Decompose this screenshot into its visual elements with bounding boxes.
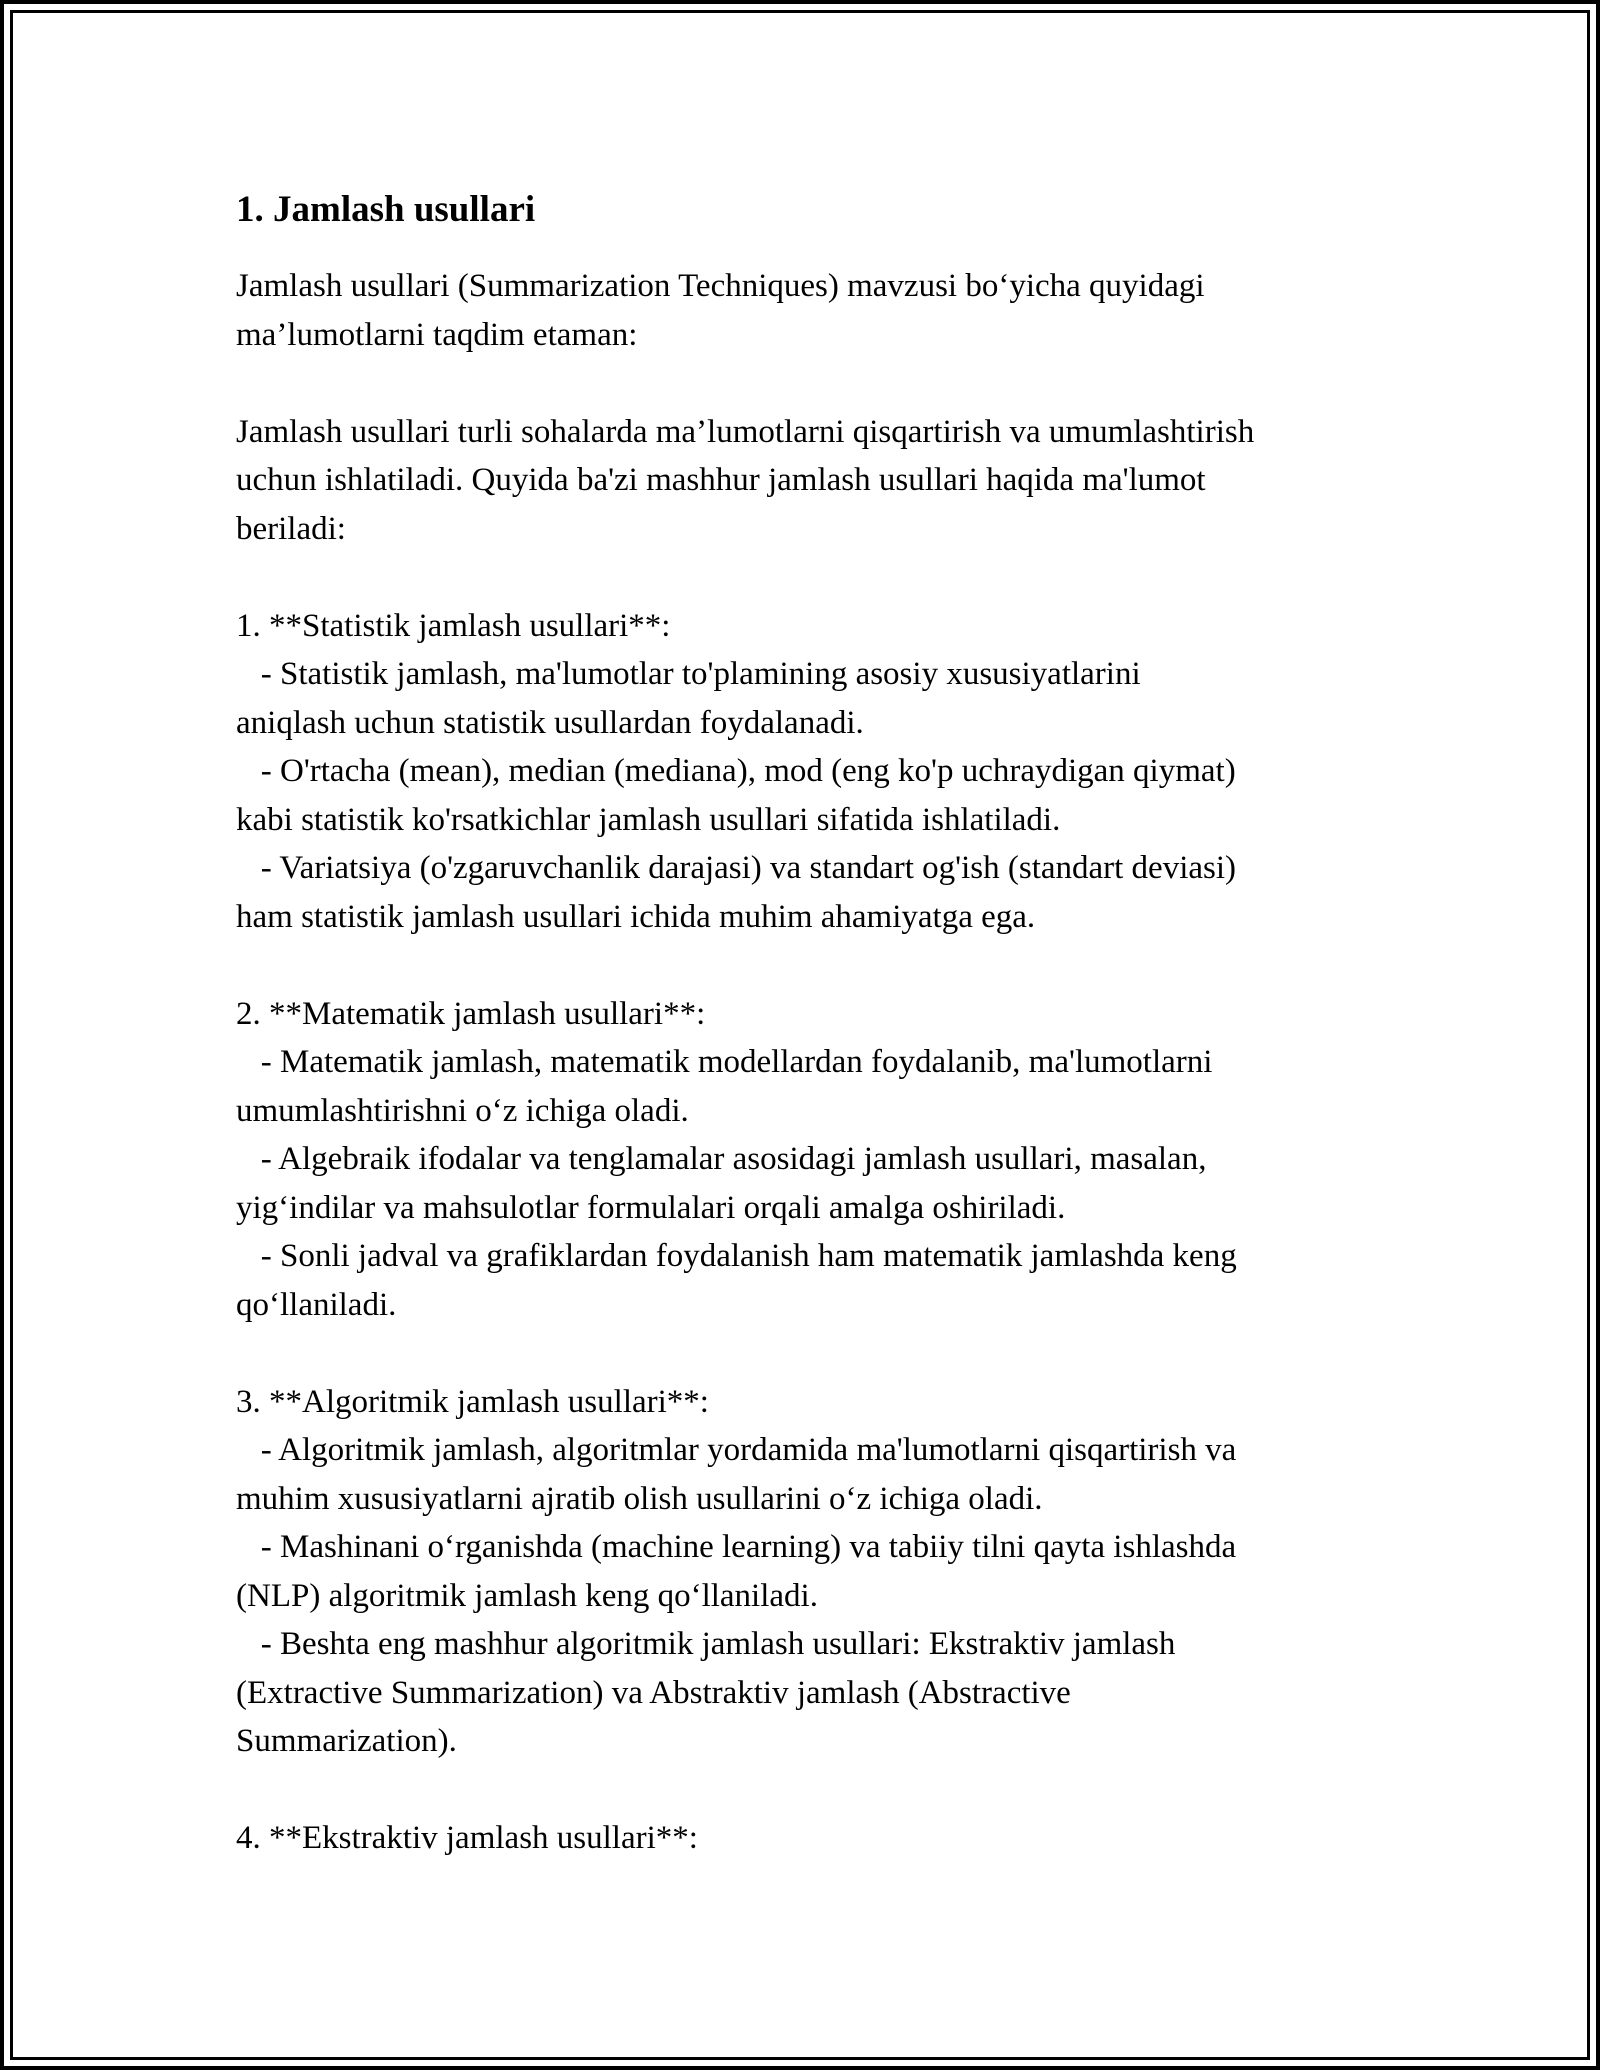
paragraph-spacer — [236, 1329, 1376, 1378]
paragraph-spacer — [236, 359, 1376, 408]
document-body — [236, 186, 1376, 1863]
section-algorithmic: 3. **Algoritmik jamlash usullari**: - Algoritmik jamlash, algoritmlar yordamida ma'lumotlarni qisqartirish va muhim xususiyatlarni ajratib olish usullarini o‘z ichiga oladi. - Mashinani o‘rganishda (machine learning) va tabiiy tilni qayta ishlashda (NLP) algoritmik jamlash keng qo‘llaniladi. - Beshta eng mashhur algoritmik jamlash usullari: Ekstraktiv jamlash (Extractive Summarization) va Abstraktiv jamlash (Abstractive Summarization). — [236, 1383, 1237, 1759]
paragraph-spacer — [236, 941, 1376, 990]
document-title: 1. Jamlash usullari — [236, 189, 536, 230]
overview-paragraph: Jamlash usullari turli sohalarda ma’lumotlarni qisqartirish va umumlashtirish uchun ishlatiladi. Quyida ba'zi mashhur jamlash usullari haqida ma'lumot beriladi: — [236, 413, 1255, 547]
section-mathematical: 2. **Matematik jamlash usullari**: - Matematik jamlash, matematik modellardan foydalanib, ma'lumotlarni umumlashtirishni o‘z ichiga oladi. - Algebraik ifodalar va tenglamalar asosidagi jamlash usullari, masalan, yig‘indilar va mahsulotlar formulalari orqali amalga oshiriladi. - Sonli jadval va grafiklardan foydalanish ham matematik jamlashda keng qo‘llaniladi. — [236, 995, 1237, 1323]
intro-paragraph: Jamlash usullari (Summarization Techniques) mavzusi bo‘yicha quyidagi ma’lumotlarni taqdim etaman: — [236, 268, 1205, 353]
section-statistical: 1. **Statistik jamlash usullari**: - Statistik jamlash, ma'lumotlar to'plamining asosiy xususiyatlarini aniqlash uchun statistik usullardan foydalanadi. - O'rtacha (mean), median (mediana), mod (eng ko'p uchraydigan qiymat) kabi statistik ko'rsatkichlar jamlash usullari sifatida ishlatiladi. - Variatsiya (o'zgaruvchanlik darajasi) va standart og'ish (standart deviasi) ham statistik jamlash usullari ichida muhim ahamiyatga ega. — [236, 607, 1237, 935]
paragraph-spacer — [236, 553, 1376, 602]
section-extractive: 4. **Ekstraktiv jamlash usullari**: — [236, 1820, 698, 1856]
paragraph-spacer — [236, 1766, 1376, 1815]
